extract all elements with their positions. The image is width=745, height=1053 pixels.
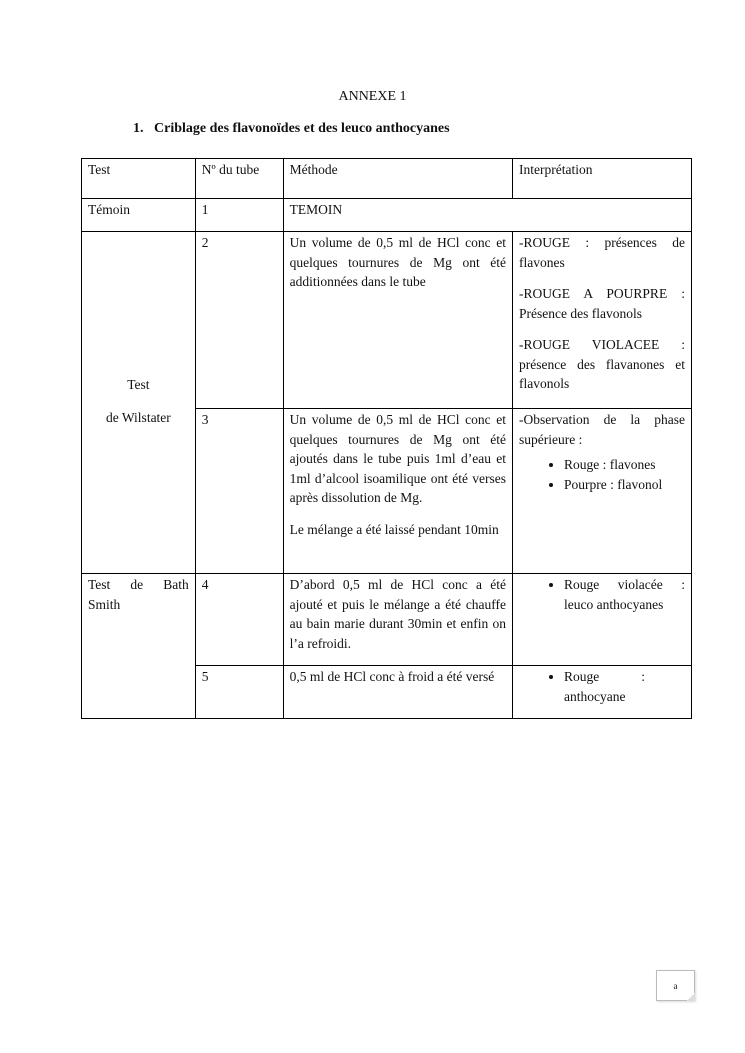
interp-tube-5-list: [519, 667, 685, 706]
method-tube-3-part-2: Le mélange a été laissé pendant 10min: [289, 521, 499, 537]
cell-tube-5: 5: [195, 666, 283, 719]
interp-observation: -Observation de la phase supérieure :: [519, 412, 685, 447]
interp-tube-4-list: [519, 575, 685, 614]
cell-interp-tube-4: [513, 574, 692, 666]
interp-tube-3-list: [519, 455, 685, 494]
cell-tube-1: 1: [195, 199, 283, 232]
wilstater-line-1: Test: [127, 376, 150, 392]
cell-test-temoin: Témoin: [82, 199, 196, 232]
cell-method-tube-4: D’abord 0,5 ml de HCl conc a été ajouté et puis le mélange a été chauffe au bain marie durant 30min et enfin on l’a refroidi.: [283, 574, 512, 666]
cell-method-tube-5: 0,5 ml de HCl conc à froid a été versé: [283, 666, 512, 719]
interp-rouge-violacee: -ROUGE VIOLACEE : présence des flavanones et flavonols: [519, 337, 685, 391]
cell-tube-2: 2: [195, 232, 283, 409]
cell-method-tube-2: Un volume de 0,5 ml de HCl conc et quelques tournures de Mg ont été additionnées dans le tube: [283, 232, 512, 409]
screening-table: [81, 158, 692, 719]
cell-test-bath-smith: Test de Bath Smith: [82, 574, 196, 719]
cell-interp-tube-3: [513, 409, 692, 574]
cell-tube-4: 4: [195, 574, 283, 666]
list-item: • Pourpre : flavonol: [564, 475, 685, 495]
table-row-temoin: [82, 199, 692, 232]
cell-test-wilstater: [82, 232, 196, 574]
table-header-row: [82, 159, 692, 199]
cell-tube-3: 3: [195, 409, 283, 574]
list-item: • Rouge : flavones: [564, 455, 685, 475]
table-row-tube-2: [82, 232, 692, 409]
interp-rouge-pourpre: -ROUGE A POURPRE : Présence des flavonols: [519, 286, 685, 321]
cell-method-tube-3: [283, 409, 512, 574]
method-tube-3-part-1: Un volume de 0,5 ml de HCl conc et quelques tournures de Mg ont été ajoutés dans le tube puis 1ml d’eau et 1ml d’alcool isoamilique ont été verses après dissolution de Mg.: [289, 412, 507, 505]
cell-method-temoin: TEMOIN: [283, 199, 691, 232]
interp-rouge: -ROUGE : présences de flavones: [519, 235, 685, 270]
header-test: Test: [82, 159, 196, 199]
annex-title: ANNEXE 1: [338, 89, 407, 104]
header-tube: Nº du tube: [195, 159, 283, 199]
wilstater-line-2: de Wilstater: [105, 410, 171, 425]
table-row-tube-4: [82, 574, 692, 666]
header-method: Méthode: [283, 159, 512, 199]
cell-interp-tube-2: [513, 232, 692, 409]
header-interpretation: Interprétation: [513, 159, 692, 199]
list-item: • Rouge violacée : leuco anthocyanes: [564, 575, 685, 614]
list-item: • Rouge : anthocyane: [564, 667, 645, 706]
cell-interp-tube-5: [513, 666, 692, 719]
section-heading: 1. Criblage des flavonoïdes et des leuco anthocyanes: [133, 121, 450, 136]
page-number: a: [656, 970, 695, 1001]
